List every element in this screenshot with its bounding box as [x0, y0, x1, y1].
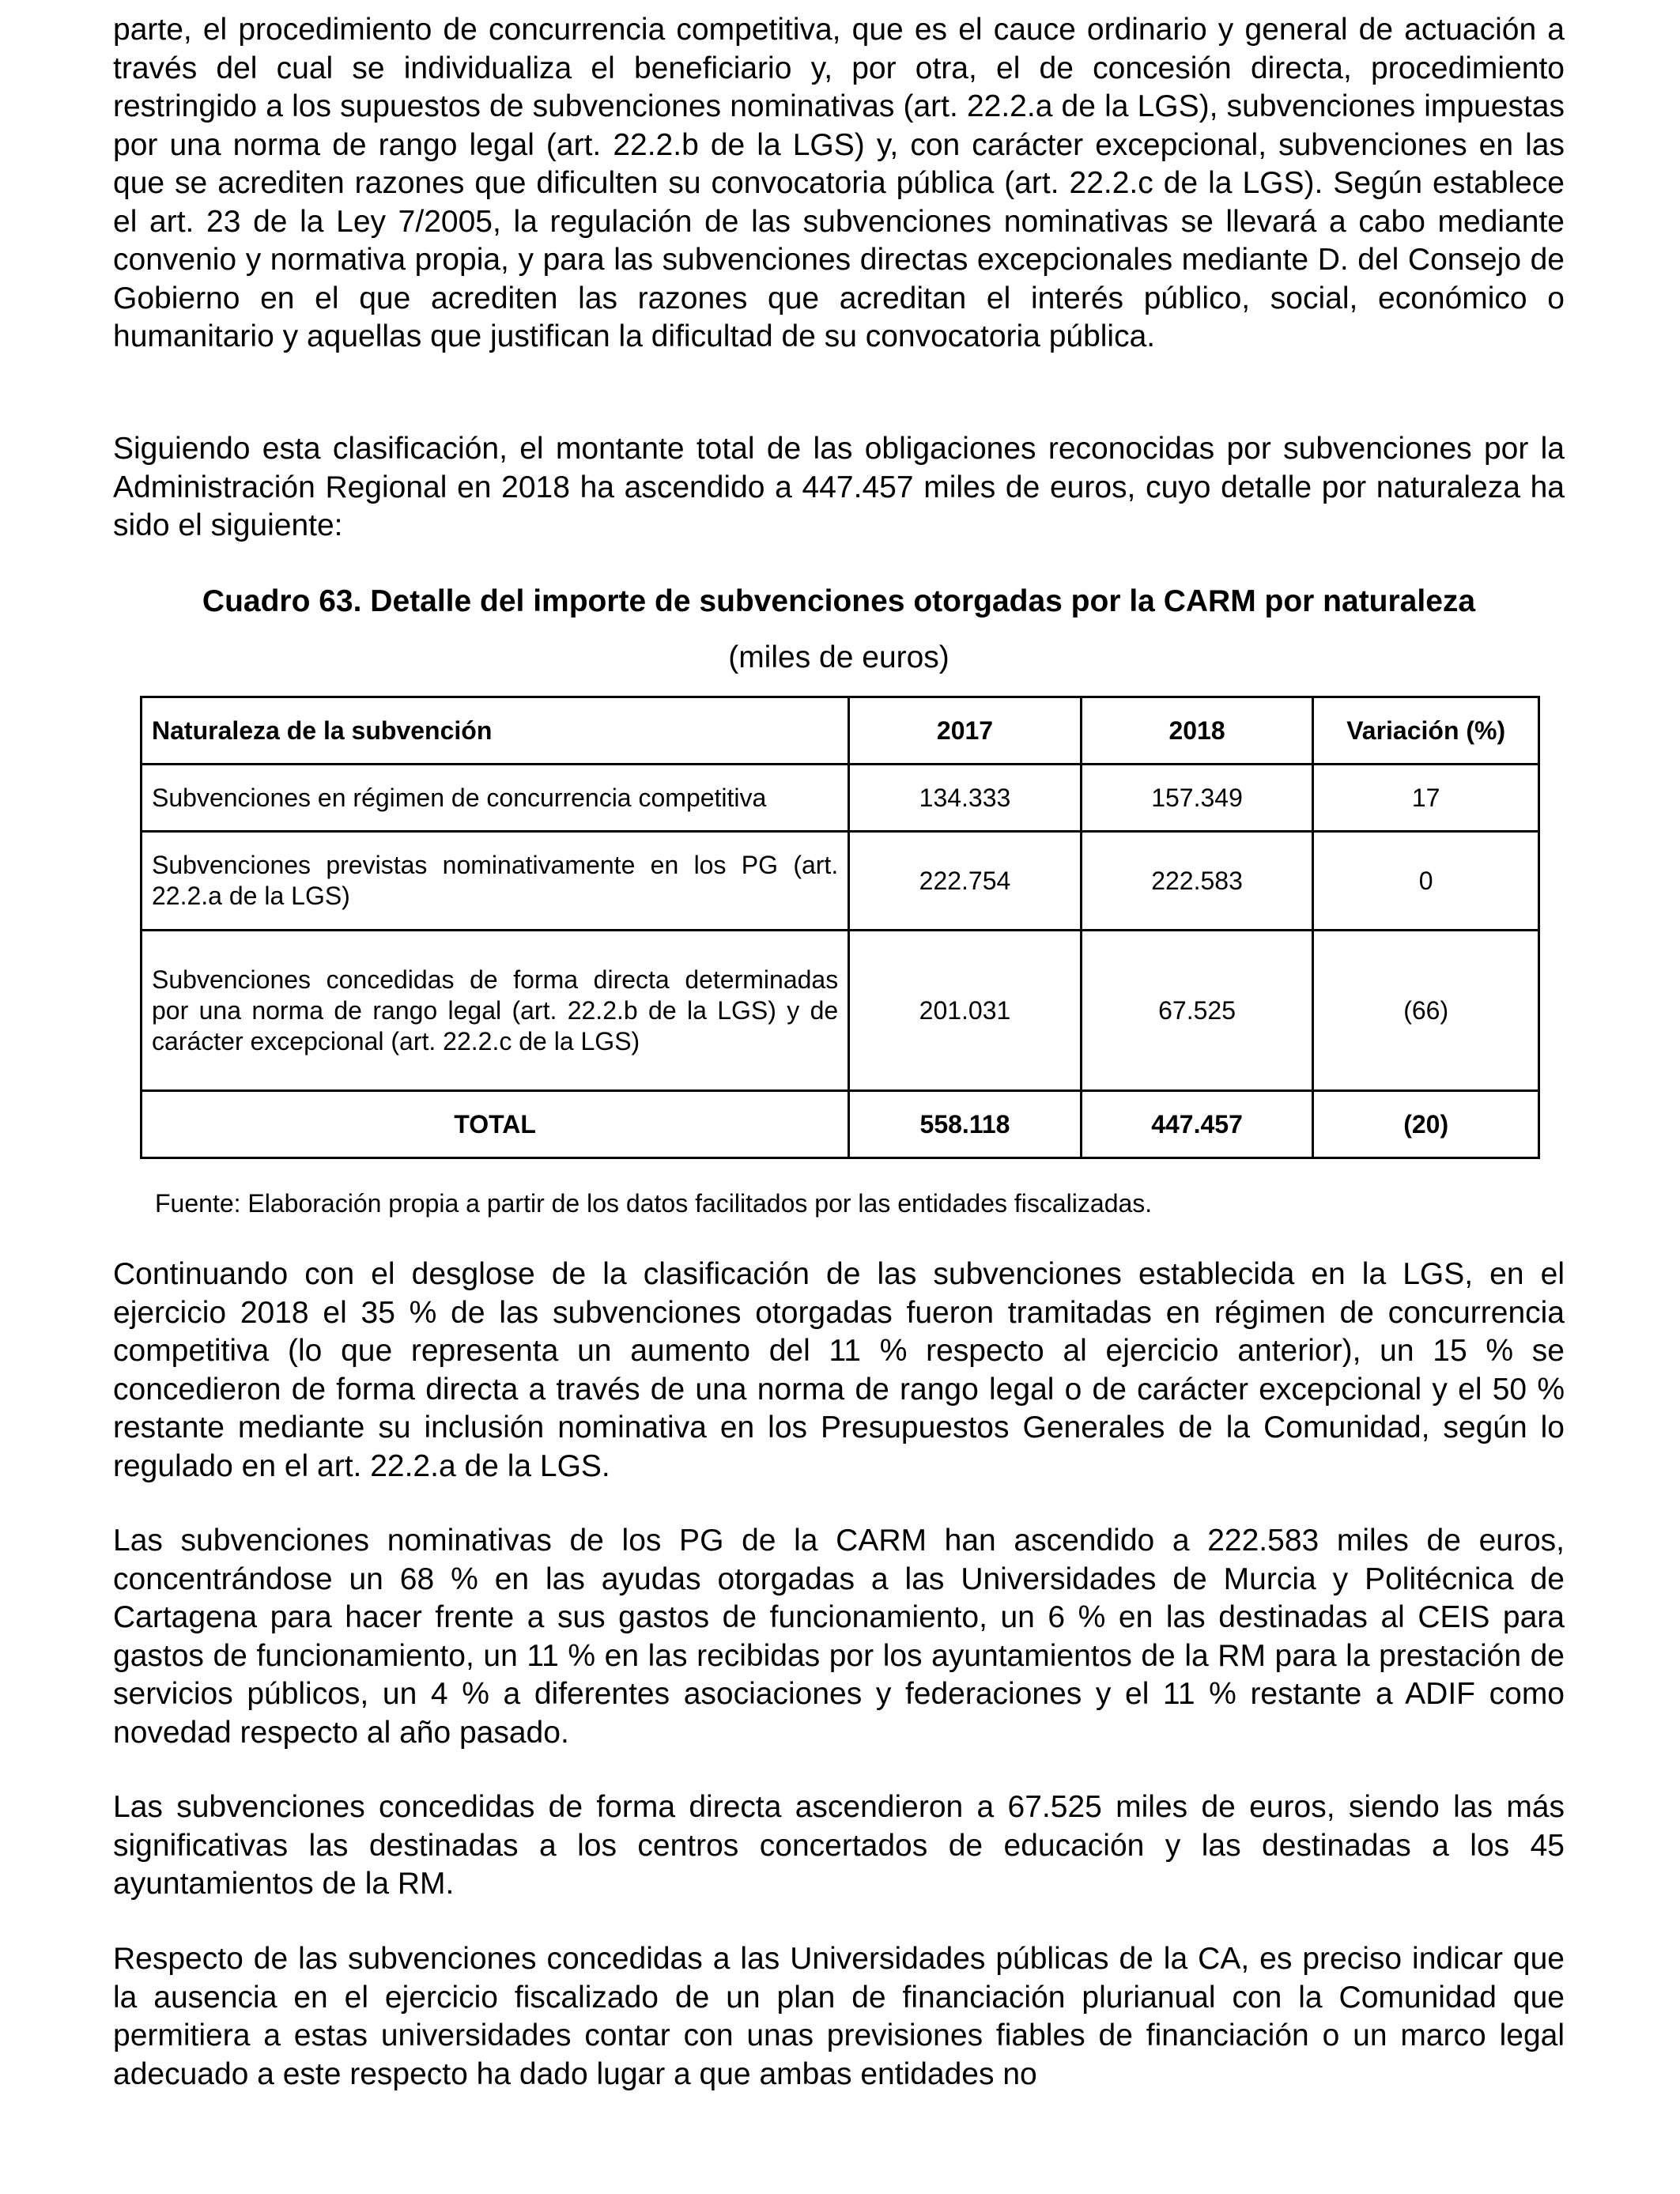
header-2018: 2018 — [1081, 697, 1313, 765]
paragraph-concesion-directa: Las subvenciones concedidas de forma directa ascendieron a 67.525 miles de euros, siendo las más significativas las destinadas a los centros concertados de educación y las destinadas a los 45 ayuntamientos de la RM. — [113, 1790, 1565, 1901]
table-row — [142, 931, 1539, 1091]
paragraph-desglose: Continuando con el desglose de la clasificación de las subvenciones establecida en la LGS, en el ejercicio 2018 el 35 % de las subvenciones otorgadas fueron tramitadas en régimen de concurrencia competitiva (lo que representa un aumento del 11 % respecto al ejercicio anterior), un 15 % se concedieron de forma directa a través de una norma de rango legal o de carácter excepcional y el 50 % restante mediante su inclusión nominativa en los Presupuestos Generales de la Comunidad, según lo regulado en el art. 22.2.a de la LGS. — [113, 1257, 1565, 1483]
value-variacion: 17 — [1313, 765, 1539, 832]
table-header-row — [142, 697, 1539, 765]
total-variacion: (20) — [1313, 1091, 1539, 1158]
value-2018: 157.349 — [1081, 765, 1313, 832]
paragraph-nominativas: Las subvenciones nominativas de los PG de la CARM han ascendido a 222.583 miles de euros, concentrándose un 68 % en las ayudas otorgadas a las Universidades de Murcia y Politécnica de Cartagena para hacer frente a sus gastos de funcionamiento, un 6 % en las destinadas al CEIS para gastos de funcionamiento, un 11 % en las recibidas por los ayuntamientos de la RM para la prestación de servicios públicos, un 4 % a diferentes asociaciones y federaciones y el 11 % restante a ADIF como novedad respecto al año pasado. — [113, 1524, 1565, 1750]
paragraph-procedimientos: parte, el procedimiento de concurrencia competitiva, que es el cauce ordinario y general de actuación a través del cual se individualiza el beneficiario y, por otra, el de concesión directa, procedimiento restringido a los supuestos de subvenciones nominativas (art. 22.2.a de la LGS), subvenciones impuestas por una norma de rango legal (art. 22.2.b de la LGS) y, con carácter excepcional, subvenciones en las que se acrediten razones que dificulten su convocatoria pública (art. 22.2.c de la LGS). Según establece el art. 23 de la Ley 7/2005, la regulación de las subvenciones nominativas se llevará a cabo mediante convenio y normativa propia, y para las subvenciones directas excepcionales mediante D. del Consejo de Gobierno en el que acrediten las razones que acreditan el interés público, social, económico o humanitario y aquellas que justifican la dificultad de su convocatoria pública. — [113, 13, 1565, 353]
subvenciones-table — [140, 696, 1540, 1159]
total-label: TOTAL — [142, 1091, 849, 1158]
table-units: (miles de euros) — [728, 640, 949, 674]
value-2017: 134.333 — [849, 765, 1082, 832]
table-row — [142, 832, 1539, 931]
paragraph-montante-total: Siguiendo esta clasificación, el montante total de las obligaciones reconocidas por subvenciones por la Administración Regional en 2018 ha ascendido a 447.457 miles de euros, cuyo detalle por naturaleza ha sido el siguiente: — [113, 432, 1565, 542]
paragraph-universidades: Respecto de las subvenciones concedidas a las Universidades públicas de la CA, es preciso indicar que la ausencia en el ejercicio fiscalizado de un plan de financiación plurianual con la Comunidad que permitiera a estas universidades contar con unas previsiones fiables de financiación o un marco legal adecuado a este respecto ha dado lugar a que ambas entidades no — [113, 1942, 1565, 2091]
value-variacion: 0 — [1313, 832, 1539, 931]
total-2018: 447.457 — [1081, 1091, 1313, 1158]
value-2018: 67.525 — [1081, 931, 1313, 1091]
table-total-row — [142, 1091, 1539, 1158]
value-variacion: (66) — [1313, 931, 1539, 1091]
table-row — [142, 765, 1539, 832]
row-label: Subvenciones en régimen de concurrencia competitiva — [142, 765, 849, 832]
table-source: Fuente: Elaboración propia a partir de los datos facilitados por las entidades fiscalizadas. — [155, 1189, 1153, 1218]
value-2017: 222.754 — [849, 832, 1082, 931]
table-caption: Cuadro 63. Detalle del importe de subvenciones otorgadas por la CARM por naturaleza — [202, 584, 1476, 618]
header-naturaleza: Naturaleza de la subvención — [142, 697, 849, 765]
row-label: Subvenciones previstas nominativamente en los PG (art. 22.2.a de la LGS) — [142, 832, 849, 931]
value-2018: 222.583 — [1081, 832, 1313, 931]
header-2017: 2017 — [849, 697, 1082, 765]
row-label: Subvenciones concedidas de forma directa determinadas por una norma de rango legal (art. 22.2.b de la LGS) y de carácter excepcional (art. 22.2.c de la LGS) — [142, 931, 849, 1091]
total-2017: 558.118 — [849, 1091, 1082, 1158]
header-variacion: Variación (%) — [1313, 697, 1539, 765]
value-2017: 201.031 — [849, 931, 1082, 1091]
